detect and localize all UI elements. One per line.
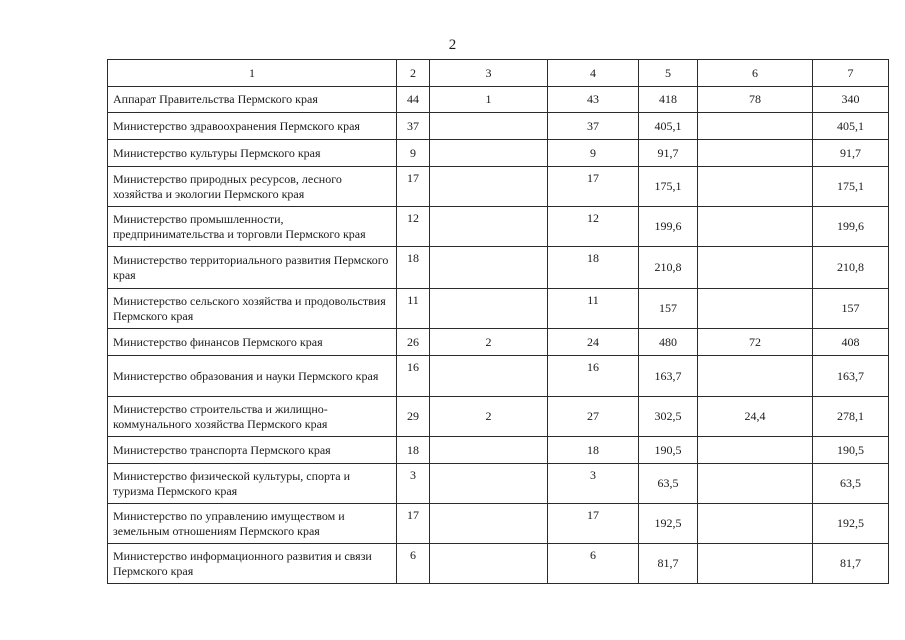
value-cell-col-6: [698, 207, 813, 247]
value-cell-col-2: 18: [397, 437, 430, 464]
data-table: [107, 59, 889, 584]
ministry-name: Министерство здравоохранения Пермского края: [113, 118, 360, 133]
header-row: [108, 60, 889, 87]
value-cell-col-7: 91,7: [813, 140, 889, 167]
value-cell-col-3: [430, 247, 548, 289]
ministry-name: Министерство культуры Пермского края: [113, 145, 321, 160]
ministry-name-cell: [108, 247, 397, 289]
value-cell-col-4: 27: [548, 397, 639, 437]
value-cell-col-4: 3: [548, 464, 639, 504]
value-cell-col-4: 17: [548, 167, 639, 207]
ministry-name: Министерство территориального развития Пермского края: [113, 252, 389, 282]
ministry-name: Министерство промышленности, предпринимательства и торговли Пермского края: [113, 211, 366, 241]
value-cell-col-4: 43: [548, 87, 639, 113]
value-cell-col-5: 91,7: [639, 140, 698, 167]
ministry-name: Аппарат Правительства Пермского края: [113, 92, 318, 106]
value-cell-col-2: 6: [397, 544, 430, 584]
header-cell-4: 4: [548, 60, 639, 87]
table-row: [108, 464, 889, 504]
value-cell-col-5: 199,6: [639, 207, 698, 247]
ministry-name: Министерство строительства и жилищно-коммунального хозяйства Пермского края: [113, 401, 328, 431]
ministry-name: Министерство транспорта Пермского края: [113, 442, 331, 457]
value-cell-col-6: [698, 437, 813, 464]
page-number: 2: [448, 37, 457, 53]
value-cell-col-3: [430, 167, 548, 207]
value-cell-col-3: [430, 437, 548, 464]
value-cell-col-2: 11: [397, 289, 430, 329]
ministry-name-cell: [108, 289, 397, 329]
value-cell-col-3: [430, 289, 548, 329]
header-cell-2: 2: [397, 60, 430, 87]
ministry-name: Министерство финансов Пермского края: [113, 334, 323, 349]
value-cell-col-2: 26: [397, 329, 430, 356]
value-cell-col-6: [698, 504, 813, 544]
table-row: [108, 329, 889, 356]
value-cell-col-6: 72: [698, 329, 813, 356]
ministry-name: Министерство по управлению имуществом и земельным отношениям Пермского края: [113, 508, 345, 538]
value-cell-col-7: 63,5: [813, 464, 889, 504]
value-cell-col-4: 18: [548, 247, 639, 289]
value-cell-col-4: 12: [548, 207, 639, 247]
value-cell-col-6: [698, 247, 813, 289]
value-cell-col-7: 190,5: [813, 437, 889, 464]
value-cell-col-7: 210,8: [813, 247, 889, 289]
value-cell-col-5: 63,5: [639, 464, 698, 504]
table-row: [108, 437, 889, 464]
table-row: [108, 207, 889, 247]
value-cell-col-4: 6: [548, 544, 639, 584]
ministry-name-cell: [108, 544, 397, 584]
table-row: [108, 113, 889, 140]
value-cell-col-2: 17: [397, 504, 430, 544]
value-cell-col-2: 12: [397, 207, 430, 247]
value-cell-col-7: 163,7: [813, 356, 889, 397]
value-cell-col-2: 18: [397, 247, 430, 289]
value-cell-col-4: 16: [548, 356, 639, 397]
ministry-name-cell: [108, 464, 397, 504]
value-cell-col-5: 175,1: [639, 167, 698, 207]
ministry-name: Министерство информационного развития и связи Пермского края: [113, 548, 372, 578]
value-cell-col-6: [698, 113, 813, 140]
value-cell-col-6: 24,4: [698, 397, 813, 437]
ministry-name: Министерство природных ресурсов, лесного хозяйства и экологии Пермского края: [113, 171, 342, 201]
table-body: [108, 87, 889, 584]
value-cell-col-5: 190,5: [639, 437, 698, 464]
value-cell-col-4: 24: [548, 329, 639, 356]
value-cell-col-4: 37: [548, 113, 639, 140]
value-cell-col-2: 37: [397, 113, 430, 140]
ministry-name-cell: [108, 329, 397, 356]
value-cell-col-6: 78: [698, 87, 813, 113]
table-row: [108, 87, 889, 113]
header-cell-5: 5: [639, 60, 698, 87]
value-cell-col-5: 192,5: [639, 504, 698, 544]
value-cell-col-3: [430, 356, 548, 397]
value-cell-col-7: 157: [813, 289, 889, 329]
value-cell-col-5: 210,8: [639, 247, 698, 289]
value-cell-col-7: 278,1: [813, 397, 889, 437]
value-cell-col-6: [698, 140, 813, 167]
value-cell-col-7: 175,1: [813, 167, 889, 207]
value-cell-col-4: 17: [548, 504, 639, 544]
ministry-name-cell: [108, 113, 397, 140]
ministry-name-cell: [108, 207, 397, 247]
ministry-name: Министерство сельского хозяйства и продовольствия Пермского края: [113, 293, 386, 323]
value-cell-col-3: [430, 544, 548, 584]
value-cell-col-2: 9: [397, 140, 430, 167]
ministry-name-cell: [108, 437, 397, 464]
table-row: [108, 397, 889, 437]
header-cell-1: 1: [108, 60, 397, 87]
value-cell-col-5: 480: [639, 329, 698, 356]
value-cell-col-3: [430, 113, 548, 140]
value-cell-col-2: 3: [397, 464, 430, 504]
value-cell-col-4: 11: [548, 289, 639, 329]
value-cell-col-2: 16: [397, 356, 430, 397]
value-cell-col-5: 157: [639, 289, 698, 329]
table-row: [108, 356, 889, 397]
header-cell-3: 3: [430, 60, 548, 87]
ministry-name-cell: [108, 140, 397, 167]
ministry-name-cell: [108, 167, 397, 207]
value-cell-col-3: 1: [430, 87, 548, 113]
value-cell-col-6: [698, 356, 813, 397]
value-cell-col-5: 81,7: [639, 544, 698, 584]
value-cell-col-3: [430, 140, 548, 167]
value-cell-col-7: 405,1: [813, 113, 889, 140]
table-row: [108, 544, 889, 584]
value-cell-col-5: 418: [639, 87, 698, 113]
table-row: [108, 247, 889, 289]
value-cell-col-7: 199,6: [813, 207, 889, 247]
value-cell-col-6: [698, 167, 813, 207]
value-cell-col-4: 18: [548, 437, 639, 464]
value-cell-col-3: [430, 464, 548, 504]
value-cell-col-7: 192,5: [813, 504, 889, 544]
table-row: [108, 504, 889, 544]
value-cell-col-2: 44: [397, 87, 430, 113]
value-cell-col-5: 405,1: [639, 113, 698, 140]
ministry-name-cell: [108, 504, 397, 544]
value-cell-col-3: [430, 207, 548, 247]
value-cell-col-6: [698, 464, 813, 504]
value-cell-col-6: [698, 289, 813, 329]
value-cell-col-7: 81,7: [813, 544, 889, 584]
table-row: [108, 289, 889, 329]
ministry-name: Министерство образования и науки Пермского края: [113, 368, 379, 383]
ministry-name-cell: [108, 87, 397, 113]
value-cell-col-4: 9: [548, 140, 639, 167]
value-cell-col-3: [430, 504, 548, 544]
header-cell-6: 6: [698, 60, 813, 87]
ministry-name: Министерство физической культуры, спорта и туризма Пермского края: [113, 468, 350, 498]
table-row: [108, 140, 889, 167]
value-cell-col-6: [698, 544, 813, 584]
header-cell-7: 7: [813, 60, 889, 87]
value-cell-col-7: 408: [813, 329, 889, 356]
table-row: [108, 167, 889, 207]
value-cell-col-5: 302,5: [639, 397, 698, 437]
value-cell-col-7: 340: [813, 87, 889, 113]
value-cell-col-5: 163,7: [639, 356, 698, 397]
table-header: [108, 60, 889, 87]
value-cell-col-3: 2: [430, 397, 548, 437]
ministry-name-cell: [108, 397, 397, 437]
value-cell-col-2: 29: [397, 397, 430, 437]
value-cell-col-2: 17: [397, 167, 430, 207]
ministry-name-cell: [108, 356, 397, 397]
value-cell-col-3: 2: [430, 329, 548, 356]
